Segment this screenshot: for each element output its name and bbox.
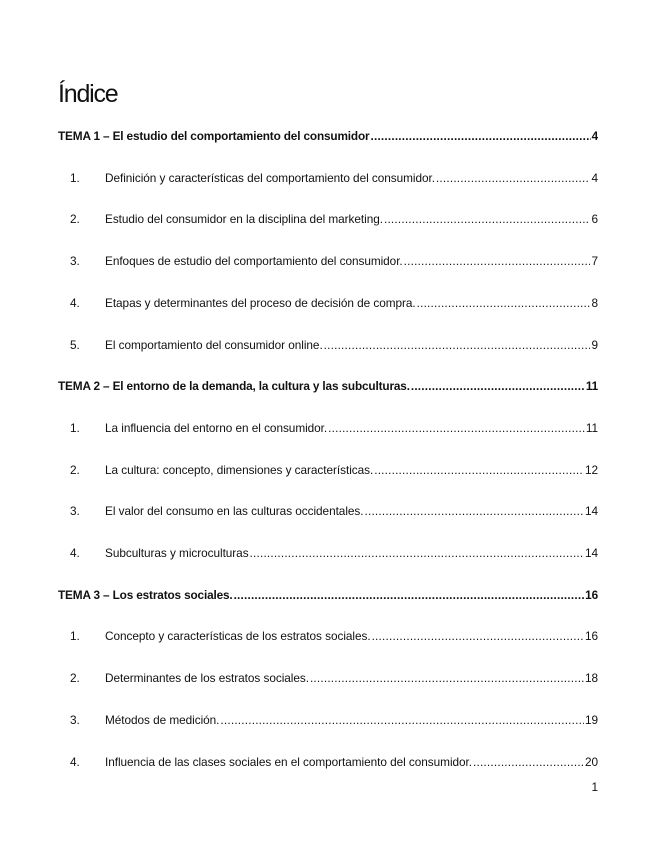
toc-entry-label: Estudio del consumidor en la disciplina del marketing.	[105, 212, 383, 227]
toc-entry-page: 18	[584, 671, 598, 686]
toc-section-entry[interactable]	[58, 129, 598, 143]
toc-entry-label: Subculturas y microculturas	[105, 546, 249, 560]
toc-entry-label: El comportamiento del consumidor online.	[105, 337, 323, 352]
toc-entry-label: La cultura: concepto, dimensiones y características.	[105, 462, 374, 477]
toc-entry-label: El valor del consumo en las culturas occidentales.	[105, 504, 364, 519]
toc-subsection-entry[interactable]	[70, 254, 598, 268]
toc-dot-leader	[234, 588, 585, 602]
toc-entry-page: 4	[591, 129, 598, 143]
toc-dot-leader	[370, 129, 590, 143]
toc-entry-page: 19	[584, 712, 598, 727]
toc-subsection-entry[interactable]	[70, 296, 598, 310]
toc-section-entry[interactable]	[58, 588, 598, 602]
toc-entry-label: Métodos de medición.	[105, 712, 220, 727]
toc-subsection-entry[interactable]	[70, 629, 598, 643]
toc-entry-page: 16	[584, 629, 598, 644]
toc-entry-label: Enfoques de estudio del comportamiento del consumidor.	[105, 254, 403, 269]
toc-entry-label: TEMA 3 – Los estratos sociales.	[58, 587, 233, 602]
toc-entry-page: 14	[584, 546, 598, 560]
toc-dot-leader	[436, 171, 591, 185]
toc-entry-page: 11	[585, 420, 598, 435]
toc-entry-number: 1.	[70, 420, 80, 435]
toc-section-entry[interactable]	[58, 379, 598, 393]
toc-dot-leader	[324, 338, 591, 352]
toc-entry-page: 4	[591, 170, 598, 185]
toc-entry-number: 2.	[70, 671, 80, 686]
toc-entry-label: TEMA 2 – El entorno de la demanda, la cultura y las subculturas.	[58, 379, 410, 394]
toc-subsection-entry[interactable]	[70, 713, 598, 727]
toc-dot-leader	[473, 755, 584, 769]
toc-dot-leader	[417, 296, 591, 310]
toc-entry-number: 2.	[70, 462, 80, 477]
toc-entry-label: Influencia de las clases sociales en el comportamiento del consumidor.	[105, 754, 472, 769]
toc-entry-page: 20	[584, 754, 598, 769]
toc-entry-number: 5.	[70, 337, 80, 352]
toc-entry-number: 3.	[70, 712, 80, 727]
toc-subsection-entry[interactable]	[70, 421, 598, 435]
toc-entry-page: 16	[585, 587, 598, 602]
toc-entry-number: 1.	[70, 629, 80, 644]
toc-dot-leader	[328, 421, 585, 435]
toc-entry-label: Definición y características del comportamiento del consumidor.	[105, 170, 435, 185]
toc-dot-leader	[364, 504, 583, 518]
toc-entry-number: 3.	[70, 504, 80, 519]
toc-dot-leader	[310, 671, 584, 685]
toc-entry-label: La influencia del entorno en el consumidor.	[105, 420, 328, 435]
toc-subsection-entry[interactable]	[70, 338, 598, 352]
toc-subsection-entry[interactable]	[70, 212, 598, 226]
toc-subsection-entry[interactable]	[70, 546, 598, 560]
toc-dot-leader	[374, 463, 584, 477]
page-number: 1	[591, 780, 598, 794]
toc-dot-leader	[411, 379, 585, 393]
toc-dot-leader	[372, 629, 584, 643]
toc-entry-page: 11	[585, 379, 598, 394]
toc-entry-label: Concepto y características de los estratos sociales.	[105, 629, 371, 644]
toc-entry-number: 4.	[70, 295, 80, 310]
toc-entry-page: 12	[584, 462, 598, 477]
toc-entry-page: 7	[591, 254, 598, 269]
toc-entry-number: 4.	[70, 754, 80, 769]
toc-subsection-entry[interactable]	[70, 171, 598, 185]
toc-entry-label: TEMA 1 – El estudio del comportamiento del consumidor	[58, 129, 370, 143]
page-title: Índice	[58, 80, 118, 108]
toc-entry-label: Etapas y determinantes del proceso de decisión de compra.	[105, 295, 416, 310]
toc-subsection-entry[interactable]	[70, 504, 598, 518]
toc-dot-leader	[250, 546, 584, 560]
toc-entry-page: 8	[591, 295, 598, 310]
toc-entry-page: 14	[584, 504, 598, 519]
toc-entry-number: 1.	[70, 170, 80, 185]
toc-subsection-entry[interactable]	[70, 671, 598, 685]
toc-subsection-entry[interactable]	[70, 755, 598, 769]
toc-entry-number: 4.	[70, 546, 80, 560]
toc-entry-page: 9	[591, 337, 598, 352]
toc-subsection-entry[interactable]	[70, 463, 598, 477]
toc-entry-label: Determinantes de los estratos sociales.	[105, 671, 309, 686]
toc-entry-page: 6	[591, 212, 598, 227]
toc-dot-leader	[404, 254, 591, 268]
toc-entry-number: 3.	[70, 254, 80, 269]
toc-entry-number: 2.	[70, 212, 80, 227]
toc-dot-leader	[220, 713, 584, 727]
toc-dot-leader	[384, 212, 591, 226]
